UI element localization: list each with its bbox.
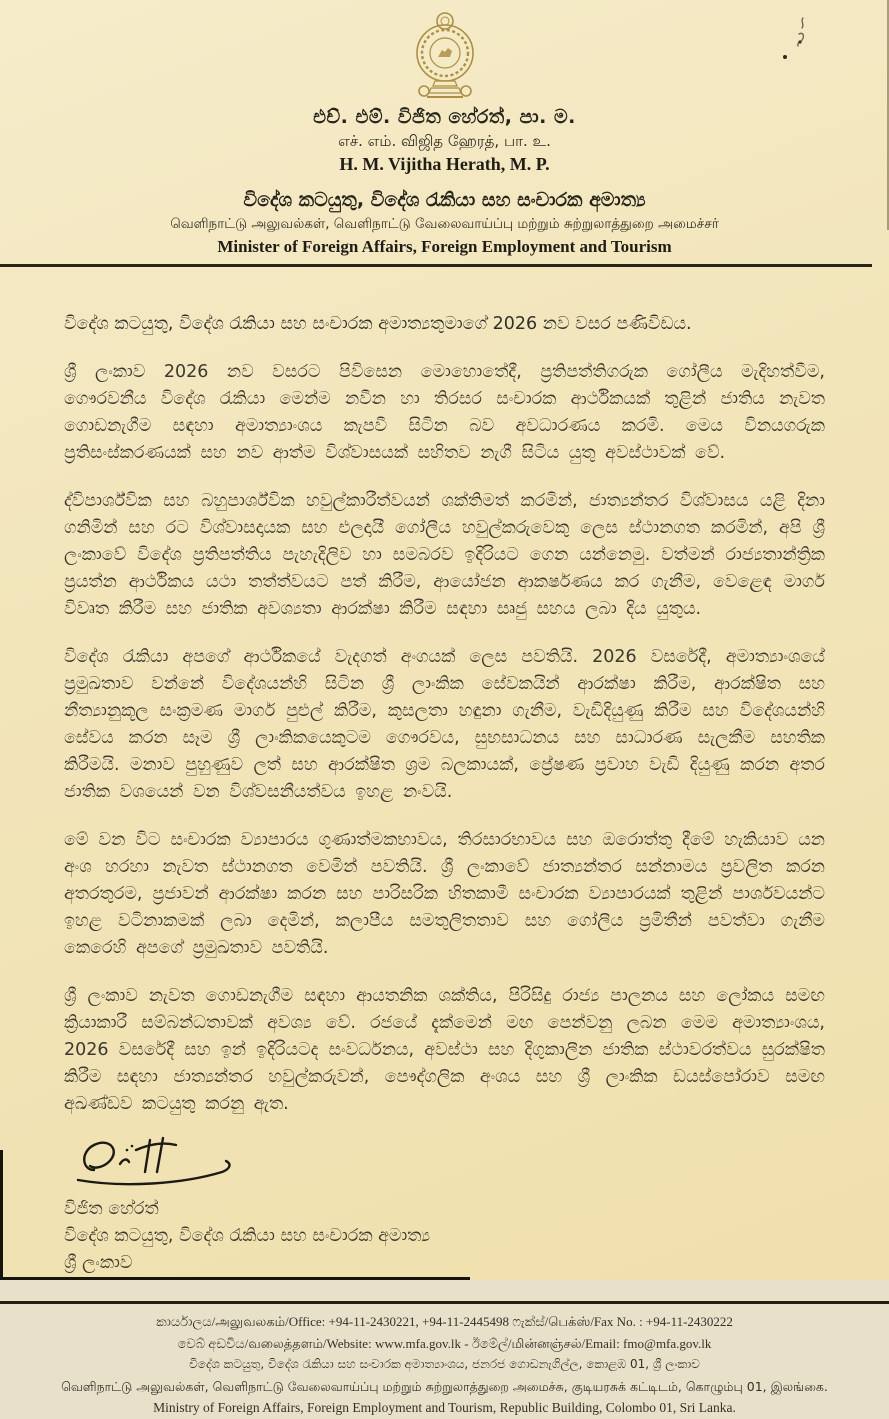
ink-smudge-mark: [781, 12, 821, 72]
letter-body: [0, 314, 889, 1118]
minister-name-tamil: எச். எம். விஜித ஹேரத், பா. உ.: [338, 132, 551, 150]
letter-subject-line: විදේශ කටයුතු, විදේශ රැකියා සහ සංචාරක අමාත්‍යතුමාගේ 2026 නව වසර පණිවිඩය.: [64, 314, 692, 334]
ministry-title-sinhala: විදේශ කටයුතු, විදේශ රැකියා සහ සංචාරක අමාත්‍ය: [243, 189, 646, 211]
sri-lanka-emblem-icon: [397, 8, 493, 100]
signatory-country: ශ්‍රී ලංකාව: [64, 1253, 133, 1273]
minister-name-sinhala: එච්. එම්. විජිත හේරත්, පා. ම.: [313, 106, 576, 128]
footer-contact-block: [0, 1304, 889, 1419]
footer-address-tamil: வெளிநாட்டு அலுவல்கள், வெளிநாட்டு வேலைவாய்ப்பு மற்றும் சுற்றுலாத்துறை அமைச்சு, குடியரசுக் கட்டிடம், கொழும்பு 01, இலங்கை.: [61, 1378, 828, 1394]
letter-paragraph-2: ද්විපාර්ශ්වික සහ බහුපාර්ශ්වික හවුල්කාරීත්වයන් ශක්තිමත් කරමින්, ජාත්‍යන්තර විශ්වාසය යළි දිනා ගනිමින් සහ රට විශ්වාසදායක සහ එලදායී ගෝලීය හවුල්කරුවෙකු ලෙස ස්ථානගත කරමින්, අපි ශ්‍රී ලංකාවේ විදේශ ප්‍රතිපත්තිය පැහැදිලිව හා සමබරව ඉදිරියට ගෙන යන්නෙමු. වත්මන් රාජ්‍යතාන්ත්‍රික ප්‍රයත්න ආර්ථිකය යථා තත්ත්වයට පත් කිරීම, ආයෝජන ආකර්ෂණය කර ගැනීම, වෙළෙඳ මාර්ග විවෘත කිරීම සහ ජාතික අවශ්‍යතා ආරක්ෂා කිරීම සඳහා සෘජු සහය ලබා දිය යුතුය.: [64, 491, 825, 619]
footer-phone-fax: කාර්යාලය/அலுவலகம்/Office: +94-11-2430221, +94-11-2445498 ෆැක්ස්/பெக்ஸ்/Fax No. : +94-11-2430222: [156, 1314, 733, 1329]
signatory-title: විදේශ කටයුතු, විදේශ රැකියා සහ සංචාරක අමාත්‍ය: [64, 1226, 431, 1246]
footer-website-email: වෙබ් අඩවිය/வலைத்தளம்/Website: www.mfa.gov.lk - ඊමේල්/மின்னஞ்சல்/Email: fmo@mfa.gov.lk: [177, 1335, 712, 1351]
letter-paragraph-1: ශ්‍රී ලංකාව 2026 නව වසරට පිවිසෙන මොහොතේදී, ප්‍රතිපත්තිගරුක ගෝලීය මැදිහත්වීම, ගෞරවනීය විදේශ රැකියා මෙන්ම නවීන හා තිරසර සංචාරක ආර්ථිකයක් තුළින් ජාතිය නැවත ගොඩනැගීම සඳහා අමාත්‍යාංශය කැපවී සිටින බව අවධාරණය කරමි. මෙය විනයගරුක ප්‍රතිසංස්කරණයක් සහ නව ආත්ම විශ්වාසයක් සහිතව නැගී සිටිය යුතු අවස්ථාවක් වේ.: [64, 362, 825, 463]
letterhead-divider-rule: [0, 264, 872, 267]
ministry-title-tamil: வெளிநாட்டு அலுவல்கள், வெளிநாட்டு வேலைவாய்ப்பு மற்றும் சுற்றுலாத்துறை அமைச்சர்: [170, 216, 719, 232]
minister-name-english: H. M. Vijitha Herath, M. P.: [339, 154, 550, 174]
ministry-title-english: Minister of Foreign Affairs, Foreign Employment and Tourism: [217, 237, 672, 256]
scan-edge-left: [0, 1150, 3, 1280]
footer-address-sinhala: විදේශ කටයුතු, විදේශ රැකියා සහ සංචාරක අමාත්‍යාංශය, ජනරජ ගොඩනැගිල්ල, කොළඹ 01, ශ්‍රී ලංකාව: [189, 1357, 700, 1371]
letter-paragraph-5: ශ්‍රී ලංකාව නැවත ගොඩනැගීම සඳහා ආයතනික ශක්තිය, පිරිසිදු රාජ්‍ය පාලනය සහ ලෝකය සමඟ ක්‍රියාකාරී සම්බන්ධතාවක් අවශ්‍ය වේ. රජයේ දැක්මෙන් මඟ පෙන්වනු ලබන මෙම අමාත්‍යාංශය, 2026 වසරේදී සහ ඉන් ඉදිරියටද සංවර්ධනය, අවස්ථා සහ දිගුකාලීන ජාතික ස්ථාවරත්වය සුරක්ෂිත කිරීම සඳහා ජාත්‍යන්තර හවුල්කරුවන්, පෞද්ගලික අංශය සහ ශ්‍රී ලාංකික ඩයස්පෝරාව සමඟ අඛණ්ඩව කටයුතු කරනු ඇත.: [64, 986, 825, 1114]
footer-address-english: Ministry of Foreign Affairs, Foreign Employment and Tourism, Republic Building, Colombo 01, Sri Lanka.: [153, 1400, 736, 1415]
signature-block: [0, 1134, 889, 1277]
handwritten-signature: [64, 1134, 244, 1196]
letterhead: [0, 0, 889, 267]
letter-paragraph-3: විදේශ රැකියා අපගේ ආර්ථිකයේ වැදගත් අංගයක් ලෙස පවතියි. 2026 වසරේදී, අමාත්‍යාංශයේ ප්‍රමුඛතාව වන්නේ විදේශයන්හි සිටින ශ්‍රී ලාංකික සේවකයින් ආරක්ෂා කිරීම, ආරක්ෂිත සහ නීත්‍යානුකූල සංක්‍රමණ මාර්ග පුළුල් කිරීම, කුසලතා හඳුනා ගැනීම, වැඩිදියුණු කිරීම සහ විදේශයන්හි සේවය කරන සෑම ශ්‍රී ලාංකිකයෙකුටම ගෞරවය, සුභසාධනය සහ සාධාරණ සැලකීම සහතික කිරීමයි. මනාව පුහුණුව ලත් සහ ආරක්ෂිත ශ්‍රම බලකායක්, ප්‍රේෂණ ප්‍රවාහ වැඩි දියුණු කරන අතර ජාතික වශයෙන් වන විශ්වසනීයත්වය ඉහළ නංවයි.: [64, 647, 825, 802]
signatory-name: විජිත හේරත්: [64, 1199, 159, 1219]
letter-paragraph-4: මේ වන විට සංචාරක ව්‍යාපාරය ගුණාත්මකභාවය, තිරසාරභාවය සහ ඔරොත්තු දීමේ හැකියාව යන අංශ හරහා නැවත ස්ථානගත වෙමින් පවතියි. ශ්‍රී ලංකාවේ ජාත්‍යන්තර සන්නාමය ප්‍රවලිත කරන අතරතුරම, ප්‍රජාවන් ආරක්ෂා කරන සහ පාරිසරික හිතකාමී සංචාරක ව්‍යාපාරයක් තුළින් පාර්ශවයන්ට ඉහළ වටිනාකමක් ලබා දෙමින්, කලාපීය සමතුලිතතාව සහ ගෝලීය ප්‍රමිතීන් පවත්වා ගැනීම කෙරෙහි අපගේ ප්‍රමුඛතාව පවතියි.: [64, 830, 825, 958]
